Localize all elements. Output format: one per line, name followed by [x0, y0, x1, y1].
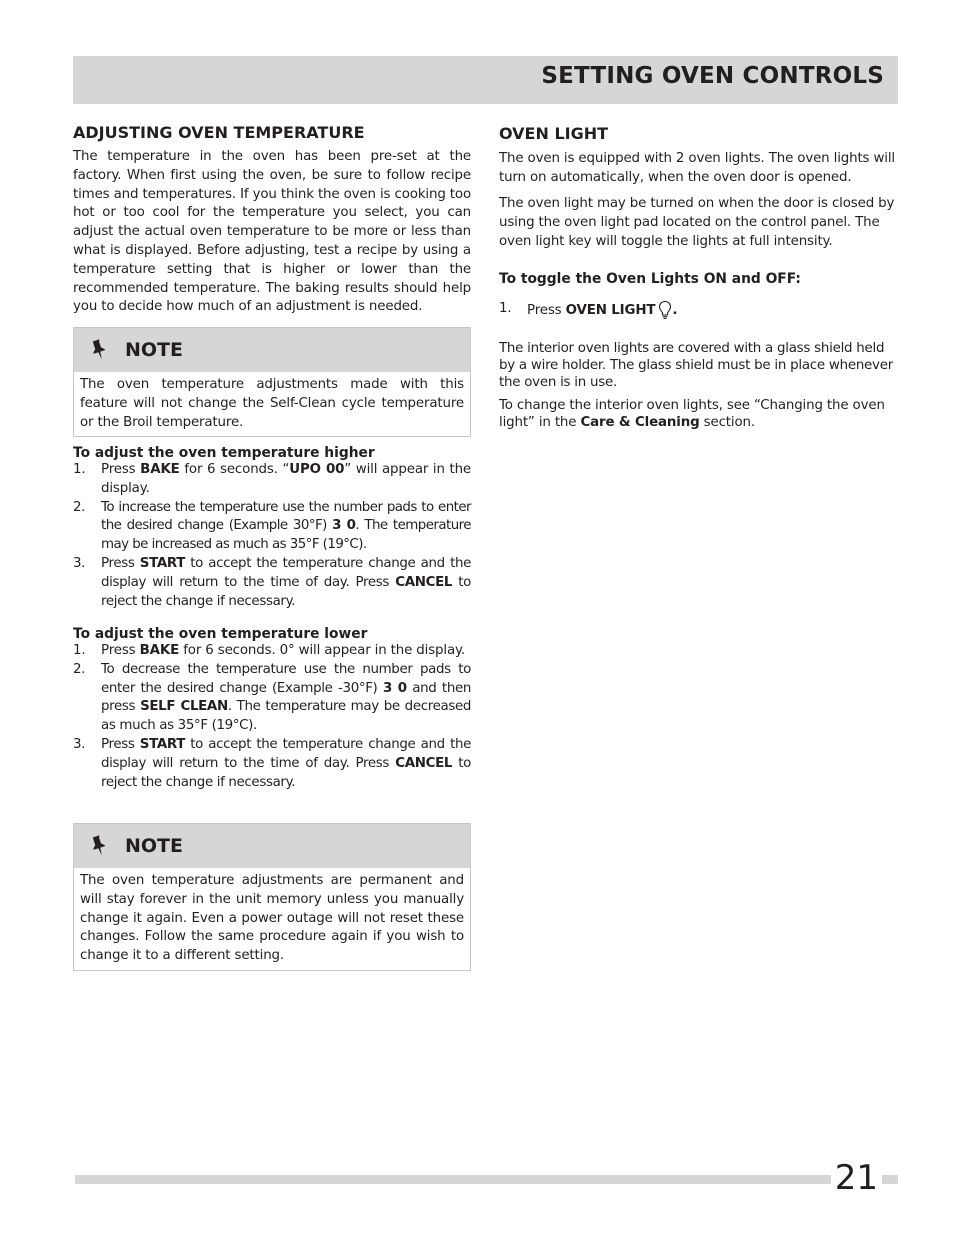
note-box-2 [73, 823, 471, 971]
note-box-1 [73, 327, 471, 437]
oven-light-paragraph-1: The oven is equipped with 2 oven lights. The oven lights will turn on automatically, when the oven door is opened. [499, 151, 895, 185]
note-label: NOTE [125, 835, 183, 857]
oven-light-paragraph-4: To change the interior oven lights, see “Changing the oven light” in the Care & Cleaning section. [499, 398, 885, 430]
page-number: 21 [831, 1158, 882, 1198]
adjust-lower-section [73, 626, 471, 792]
care-cleaning-reference: Care & Cleaning [580, 415, 700, 430]
note-label: NOTE [125, 339, 183, 361]
adjust-higher-title: To adjust the oven temperature higher [73, 445, 375, 461]
footer-bar [75, 1175, 898, 1184]
adjust-lower-title: To adjust the oven temperature lower [73, 626, 368, 642]
list-item: 3. Press START to accept the temperature change and the display will return to the time of day. Press CANCEL to reject the change if necessary. [73, 736, 472, 790]
note-header [74, 824, 470, 868]
toggle-lights-steps [499, 300, 898, 321]
list-item: 1. Press OVEN LIGHT . [499, 301, 678, 318]
toggle-lights-title: To toggle the Oven Lights ON and OFF: [499, 271, 801, 287]
pushpin-icon [90, 835, 108, 859]
pushpin-icon [90, 339, 108, 363]
note-header [74, 328, 470, 372]
list-item: 2. To decrease the temperature use the number pads to enter the desired change (Example -30°F) 3 0 and then press SELF CLEAN. The temperature may be decreased as much as 35°F (19°C). [73, 661, 471, 734]
oven-light-paragraph-2: The oven light may be turned on when the door is closed by using the oven light pad located on the control panel. The oven light key will toggle the lights at full intensity. [499, 196, 895, 249]
adjusting-temperature-heading: ADJUSTING OVEN TEMPERATURE [73, 123, 365, 142]
list-item: 1. Press BAKE for 6 seconds. 0° will appear in the display. [73, 643, 465, 658]
oven-light-paragraph-3: The interior oven lights are covered with a glass shield held by a wire holder. The glass shield must be in place whenever the oven is in use. [499, 341, 893, 390]
list-item: 2. To increase the temperature use the number pads to enter the desired change (Example 30°F) 3 0. The temperature may be increased as much as 35°F (19°C). [73, 499, 471, 553]
list-item: 3. Press START to accept the temperature change and the display will return to the time of day. Press CANCEL to reject the change if necessary. [73, 555, 472, 609]
oven-light-heading: OVEN LIGHT [499, 124, 609, 143]
adjust-higher-steps [73, 461, 471, 611]
page-title: SETTING OVEN CONTROLS [541, 63, 884, 89]
note-text: The oven temperature adjustments are permanent and will stay forever in the unit memory unless you manually change it again. Even a power outage will not reset these changes. Follow the same procedure again if you wish to change it to a different setting. [80, 873, 464, 964]
page-header-bar [73, 56, 898, 104]
adjust-higher-section [73, 445, 471, 611]
list-item: 1. Press BAKE for 6 seconds. “UPO 00” will appear in the display. [73, 462, 472, 496]
note-text: The oven temperature adjustments made with this feature will not change the Self-Clean cycle temperature or the Broil temperature. [80, 377, 464, 430]
adjusting-temperature-intro: The temperature in the oven has been pre-set at the factory. When first using the oven, be sure to follow recipe times and temperatures. If you think the oven is cooking too hot or too cool for the temperature you select, you can adjust the actual oven temperature to be more or less than what is displayed. Before adjusting, test a recipe by using a temperature setting that is higher or lower than the recommended temperature. The baking results should help you to decide how much of an adjustment is needed. [73, 149, 471, 315]
adjust-lower-steps [73, 642, 471, 792]
light-bulb-icon [658, 300, 672, 320]
